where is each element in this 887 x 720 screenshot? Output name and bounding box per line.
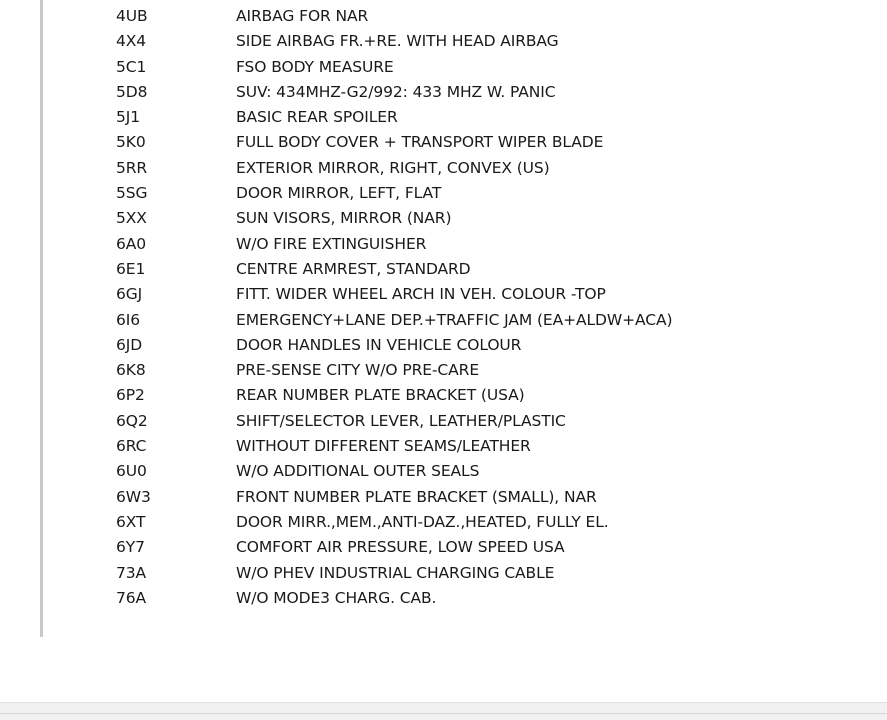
option-code: 5J1 bbox=[116, 108, 140, 127]
option-code: 5SG bbox=[116, 184, 148, 203]
option-code: 6K8 bbox=[116, 361, 146, 380]
option-row bbox=[116, 485, 672, 510]
option-code: 6U0 bbox=[116, 462, 147, 481]
option-row bbox=[116, 282, 672, 307]
option-code: 5D8 bbox=[116, 82, 148, 101]
option-description: W/O FIRE EXTINGUISHER bbox=[236, 234, 427, 253]
option-row bbox=[116, 561, 672, 586]
option-description: DOOR MIRROR, LEFT, FLAT bbox=[236, 184, 442, 203]
option-description: SUN VISORS, MIRROR (NAR) bbox=[236, 209, 452, 228]
option-code: 6Y7 bbox=[116, 538, 145, 557]
option-row bbox=[116, 206, 672, 231]
option-row bbox=[116, 510, 672, 535]
option-row bbox=[116, 409, 672, 434]
option-row bbox=[116, 358, 672, 383]
option-row bbox=[116, 232, 672, 257]
option-row bbox=[116, 29, 672, 54]
scrollbar-track bbox=[0, 713, 887, 714]
option-description: FULL BODY COVER + TRANSPORT WIPER BLADE bbox=[236, 133, 604, 152]
option-code: 6P2 bbox=[116, 386, 145, 405]
option-code: 5XX bbox=[116, 209, 147, 228]
option-code: 6GJ bbox=[116, 285, 143, 304]
option-row bbox=[116, 383, 672, 408]
option-description: AIRBAG FOR NAR bbox=[236, 7, 369, 25]
option-code: 6W3 bbox=[116, 487, 151, 506]
option-description: EMERGENCY+LANE DEP.+TRAFFIC JAM (EA+ALDW+ACA) bbox=[236, 310, 673, 329]
option-code: 4UB bbox=[116, 7, 148, 25]
option-row bbox=[116, 434, 672, 459]
option-code: 5K0 bbox=[116, 133, 146, 152]
option-code: 6Q2 bbox=[116, 411, 148, 430]
option-description: SUV: 434MHZ-G2/992: 433 MHZ W. PANIC bbox=[236, 82, 556, 101]
option-description: W/O PHEV INDUSTRIAL CHARGING CABLE bbox=[236, 563, 555, 582]
option-description: SHIFT/SELECTOR LEVER, LEATHER/PLASTIC bbox=[236, 411, 566, 430]
horizontal-scrollbar[interactable] bbox=[0, 702, 887, 720]
option-code: 5RR bbox=[116, 158, 148, 177]
option-row bbox=[116, 4, 672, 29]
option-row bbox=[116, 308, 672, 333]
option-description: BASIC REAR SPOILER bbox=[236, 108, 398, 127]
option-description: WITHOUT DIFFERENT SEAMS/LEATHER bbox=[236, 437, 531, 456]
option-row bbox=[116, 55, 672, 80]
option-description: REAR NUMBER PLATE BRACKET (USA) bbox=[236, 386, 525, 405]
option-row bbox=[116, 105, 672, 130]
option-code: 6JD bbox=[116, 335, 143, 354]
option-description: PRE-SENSE CITY W/O PRE-CARE bbox=[236, 361, 480, 380]
option-description: DOOR MIRR.,MEM.,ANTI-DAZ.,HEATED, FULLY EL. bbox=[236, 512, 609, 531]
option-row bbox=[116, 257, 672, 282]
option-row bbox=[116, 333, 672, 358]
option-code: 6I6 bbox=[116, 310, 140, 329]
option-description: DOOR HANDLES IN VEHICLE COLOUR bbox=[236, 335, 522, 354]
option-description: W/O ADDITIONAL OUTER SEALS bbox=[236, 462, 480, 481]
option-code: 4X4 bbox=[116, 32, 147, 51]
option-row bbox=[116, 80, 672, 105]
option-code: 6E1 bbox=[116, 259, 146, 278]
option-code: 6XT bbox=[116, 512, 146, 531]
option-code: 6A0 bbox=[116, 234, 147, 253]
option-code: 76A bbox=[116, 588, 147, 607]
option-description: CENTRE ARMREST, STANDARD bbox=[236, 259, 471, 278]
option-description: COMFORT AIR PRESSURE, LOW SPEED USA bbox=[236, 538, 565, 557]
option-description: SIDE AIRBAG FR.+RE. WITH HEAD AIRBAG bbox=[236, 32, 559, 51]
option-description: EXTERIOR MIRROR, RIGHT, CONVEX (US) bbox=[236, 158, 550, 177]
option-row bbox=[116, 586, 672, 611]
option-description: W/O MODE3 CHARG. CAB. bbox=[236, 588, 437, 607]
option-code-list bbox=[116, 4, 672, 611]
option-code: 73A bbox=[116, 563, 147, 582]
option-row bbox=[116, 156, 672, 181]
page-left-border bbox=[40, 0, 43, 637]
option-row bbox=[116, 459, 672, 484]
option-description: FITT. WIDER WHEEL ARCH IN VEH. COLOUR -TOP bbox=[236, 285, 606, 304]
option-code: 6RC bbox=[116, 437, 147, 456]
option-row bbox=[116, 535, 672, 560]
option-row bbox=[116, 130, 672, 155]
option-description: FSO BODY MEASURE bbox=[236, 57, 394, 76]
option-code: 5C1 bbox=[116, 57, 147, 76]
option-row bbox=[116, 181, 672, 206]
option-description: FRONT NUMBER PLATE BRACKET (SMALL), NAR bbox=[236, 487, 597, 506]
